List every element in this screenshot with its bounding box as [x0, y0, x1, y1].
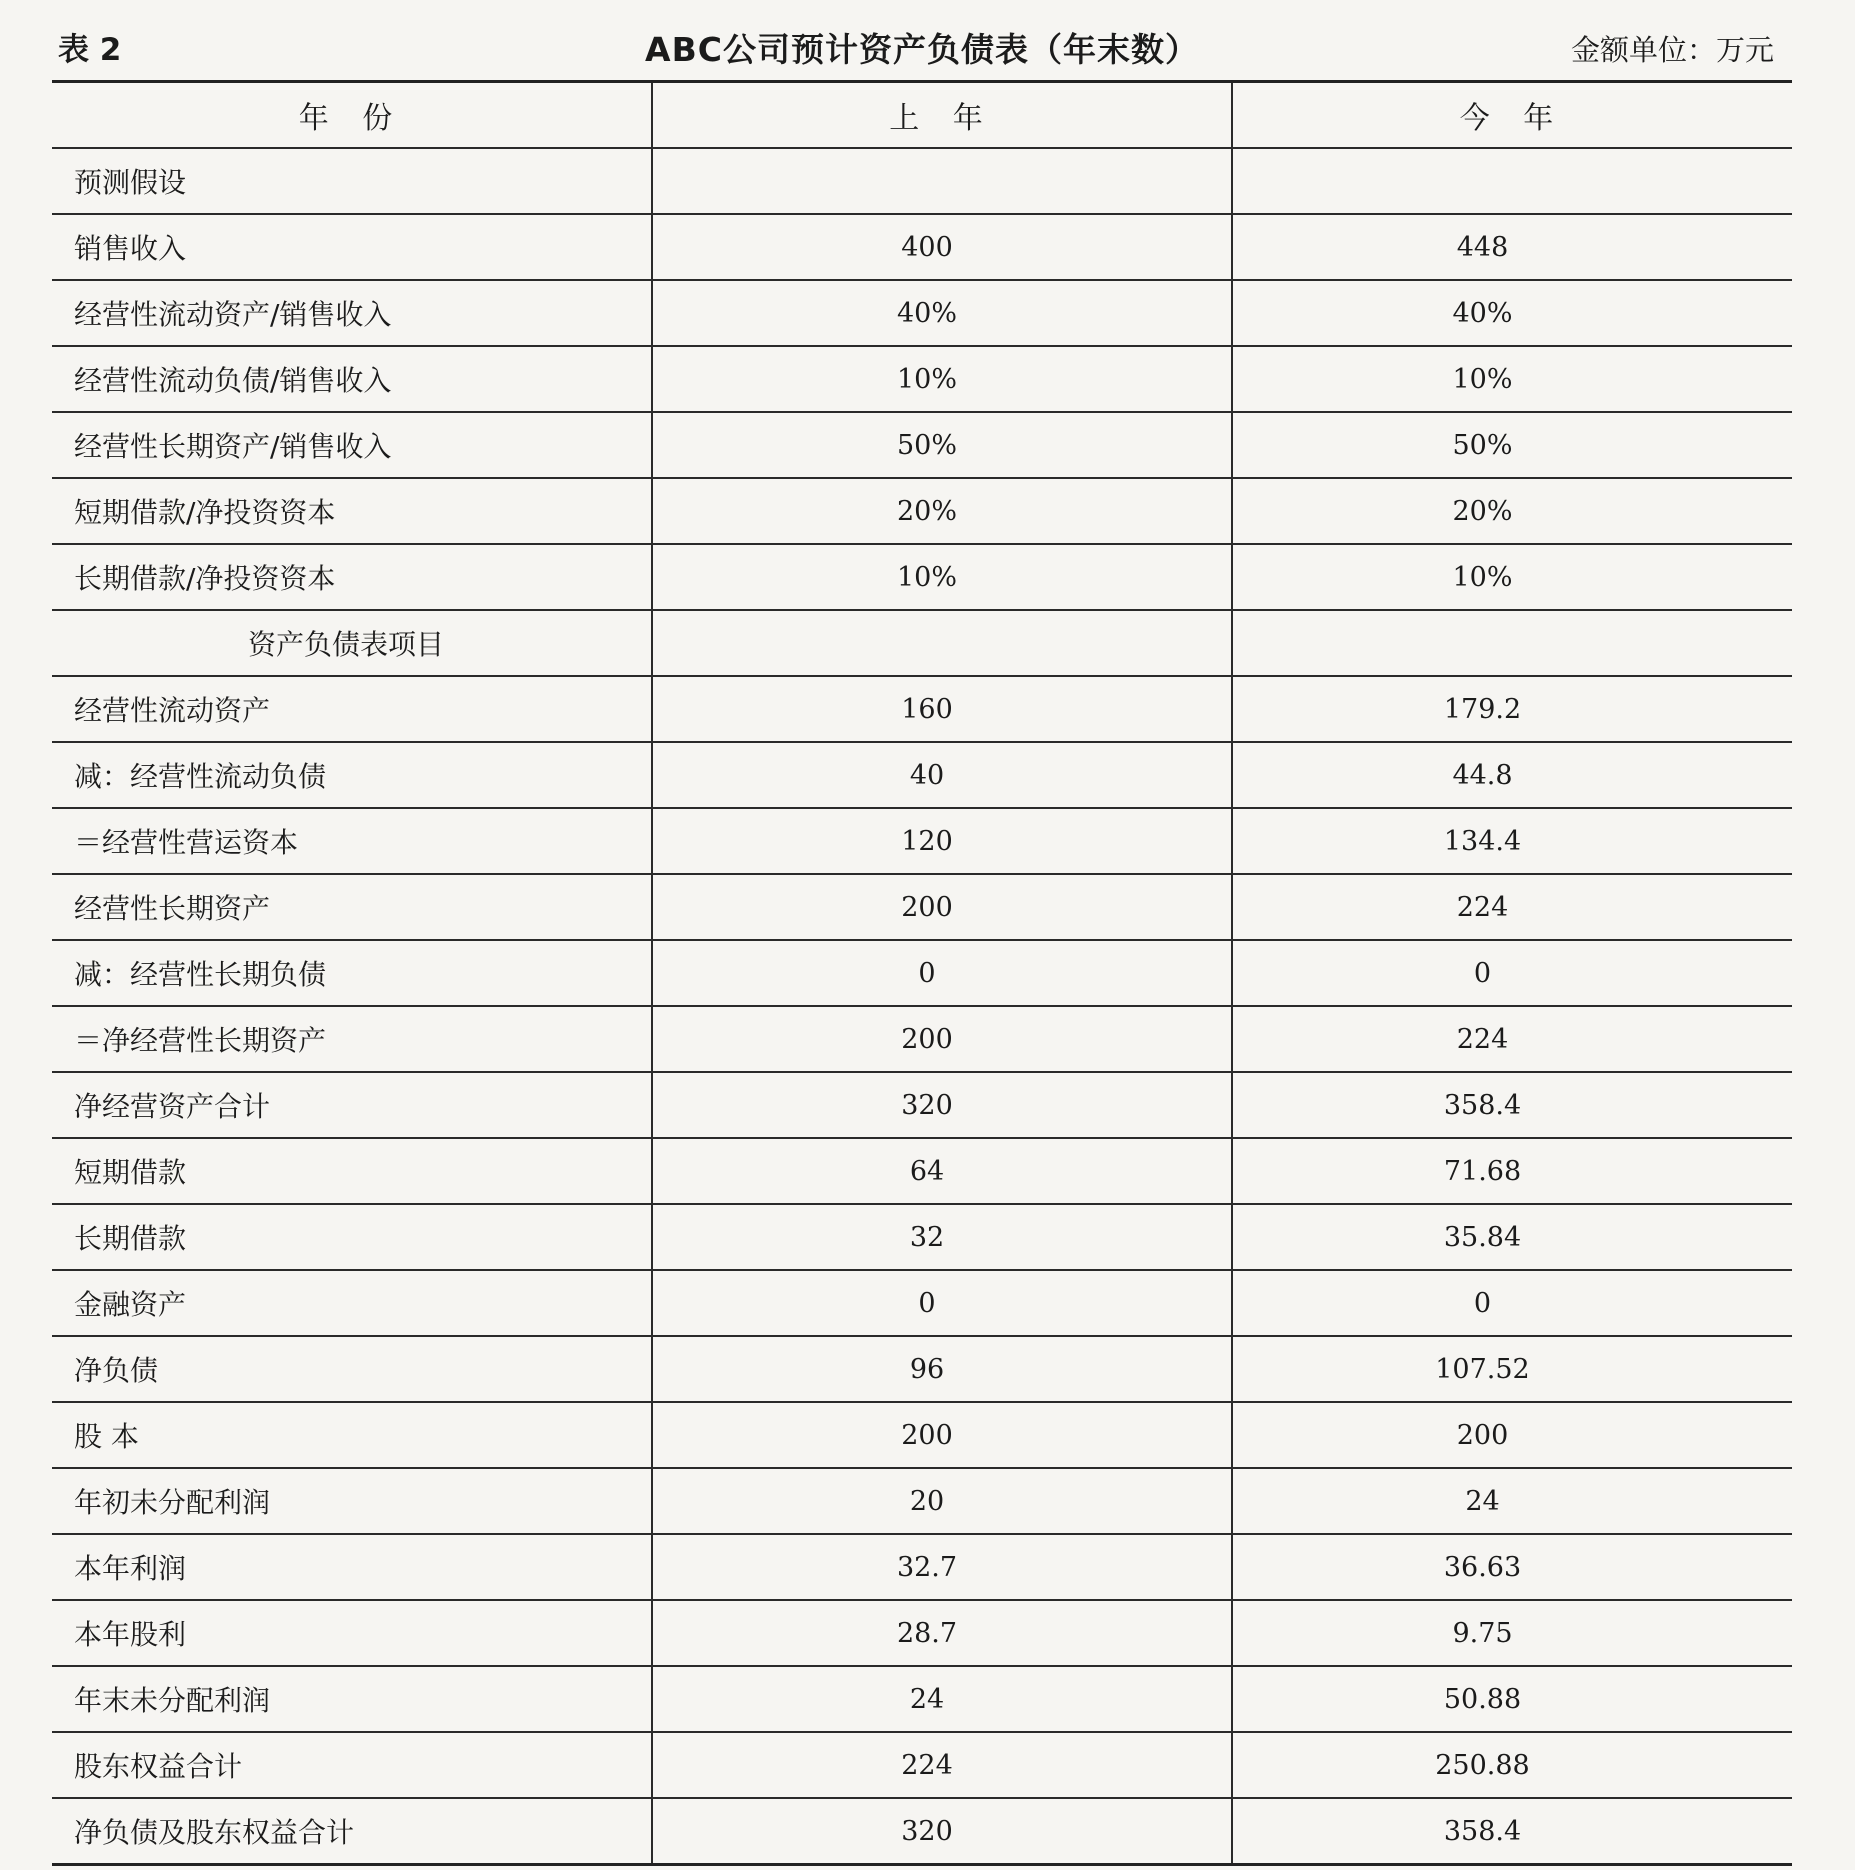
- section-label: 资产负债表项目: [52, 610, 652, 676]
- previous-year-value: 40%: [652, 280, 1232, 346]
- table-row: [52, 346, 1792, 412]
- current-year-value: 24: [1232, 1468, 1792, 1534]
- current-year-value: 358.4: [1232, 1072, 1792, 1138]
- row-label: 净经营资产合计: [52, 1072, 652, 1138]
- current-year-value: 50.88: [1232, 1666, 1792, 1732]
- previous-year-value: 0: [652, 1270, 1232, 1336]
- previous-year-value: 320: [652, 1798, 1232, 1865]
- table-row: [52, 214, 1792, 280]
- row-label: 经营性长期资产/销售收入: [52, 412, 652, 478]
- previous-year-value: 64: [652, 1138, 1232, 1204]
- current-year-value: 200: [1232, 1402, 1792, 1468]
- row-label: 净负债: [52, 1336, 652, 1402]
- table-row: [52, 412, 1792, 478]
- previous-year-value: 50%: [652, 412, 1232, 478]
- section-row: [52, 610, 1792, 676]
- current-year-value: 179.2: [1232, 676, 1792, 742]
- previous-year-value: 20: [652, 1468, 1232, 1534]
- previous-year-value: 10%: [652, 346, 1232, 412]
- row-label: 经营性流动资产: [52, 676, 652, 742]
- table-header: [52, 14, 1792, 74]
- table-title: ABC公司预计资产负债表（年末数）: [645, 30, 1199, 69]
- row-label: 股 本: [52, 1402, 652, 1468]
- row-label: 本年股利: [52, 1600, 652, 1666]
- table-body: [52, 148, 1792, 1865]
- row-label: 经营性流动负债/销售收入: [52, 346, 652, 412]
- previous-year-value: 200: [652, 1006, 1232, 1072]
- table-row: [52, 1138, 1792, 1204]
- amount-unit: 金额单位：万元: [1570, 33, 1774, 67]
- table-row: [52, 1402, 1792, 1468]
- table-row: [52, 1798, 1792, 1865]
- column-header-current-year: 今 年: [1232, 82, 1792, 149]
- previous-year-value: 20%: [652, 478, 1232, 544]
- current-year-value: 448: [1232, 214, 1792, 280]
- current-year-value: 224: [1232, 1006, 1792, 1072]
- row-label: 减：经营性长期负债: [52, 940, 652, 1006]
- table-row: [52, 676, 1792, 742]
- current-year-value: 10%: [1232, 346, 1792, 412]
- table-row: [52, 1468, 1792, 1534]
- row-label: 金融资产: [52, 1270, 652, 1336]
- previous-year-value: 200: [652, 874, 1232, 940]
- table-row: [52, 1732, 1792, 1798]
- column-header-previous-year: 上 年: [652, 82, 1232, 149]
- current-year-value: 0: [1232, 940, 1792, 1006]
- table-row: [52, 1204, 1792, 1270]
- current-year-value: 224: [1232, 874, 1792, 940]
- row-label: 长期借款: [52, 1204, 652, 1270]
- current-year-value: 9.75: [1232, 1600, 1792, 1666]
- current-year-value: 358.4: [1232, 1798, 1792, 1865]
- table-header-row: [52, 82, 1792, 149]
- balance-sheet-table: [52, 80, 1792, 1866]
- row-label: 销售收入: [52, 214, 652, 280]
- previous-year-value: 32: [652, 1204, 1232, 1270]
- row-label: 经营性流动资产/销售收入: [52, 280, 652, 346]
- previous-year-value: 160: [652, 676, 1232, 742]
- table-row: [52, 940, 1792, 1006]
- previous-year-value: 40: [652, 742, 1232, 808]
- table-row: [52, 544, 1792, 610]
- row-label: ＝净经营性长期资产: [52, 1006, 652, 1072]
- row-label: 短期借款: [52, 1138, 652, 1204]
- current-year-value: 134.4: [1232, 808, 1792, 874]
- row-label: 本年利润: [52, 1534, 652, 1600]
- previous-year-value: 400: [652, 214, 1232, 280]
- table-row: [52, 808, 1792, 874]
- row-label: ＝经营性营运资本: [52, 808, 652, 874]
- current-year-value: 10%: [1232, 544, 1792, 610]
- row-label: 长期借款/净投资资本: [52, 544, 652, 610]
- row-label: 经营性长期资产: [52, 874, 652, 940]
- row-label: 股东权益合计: [52, 1732, 652, 1798]
- current-year-value: 40%: [1232, 280, 1792, 346]
- previous-year-value: [652, 148, 1232, 214]
- table-row: [52, 1072, 1792, 1138]
- current-year-value: 250.88: [1232, 1732, 1792, 1798]
- row-label: 短期借款/净投资资本: [52, 478, 652, 544]
- row-label: 减：经营性流动负债: [52, 742, 652, 808]
- previous-year-value: [652, 610, 1232, 676]
- table-row: [52, 1534, 1792, 1600]
- table-row: [52, 1600, 1792, 1666]
- table-row: [52, 280, 1792, 346]
- previous-year-value: 120: [652, 808, 1232, 874]
- current-year-value: [1232, 610, 1792, 676]
- table-row: [52, 1666, 1792, 1732]
- table-row: [52, 874, 1792, 940]
- current-year-value: 35.84: [1232, 1204, 1792, 1270]
- row-label: 年初未分配利润: [52, 1468, 652, 1534]
- previous-year-value: 32.7: [652, 1534, 1232, 1600]
- previous-year-value: 96: [652, 1336, 1232, 1402]
- previous-year-value: 320: [652, 1072, 1232, 1138]
- section-label: 预测假设: [52, 148, 652, 214]
- table-number: 表 2: [58, 32, 122, 68]
- previous-year-value: 224: [652, 1732, 1232, 1798]
- previous-year-value: 10%: [652, 544, 1232, 610]
- table-row: [52, 1006, 1792, 1072]
- row-label: 年末未分配利润: [52, 1666, 652, 1732]
- current-year-value: 44.8: [1232, 742, 1792, 808]
- current-year-value: 71.68: [1232, 1138, 1792, 1204]
- current-year-value: [1232, 148, 1792, 214]
- current-year-value: 50%: [1232, 412, 1792, 478]
- table-row: [52, 742, 1792, 808]
- previous-year-value: 200: [652, 1402, 1232, 1468]
- column-header-item: 年 份: [52, 82, 652, 149]
- current-year-value: 20%: [1232, 478, 1792, 544]
- previous-year-value: 24: [652, 1666, 1232, 1732]
- table-row: [52, 1270, 1792, 1336]
- section-row: [52, 148, 1792, 214]
- current-year-value: 36.63: [1232, 1534, 1792, 1600]
- previous-year-value: 0: [652, 940, 1232, 1006]
- table-row: [52, 1336, 1792, 1402]
- previous-year-value: 28.7: [652, 1600, 1232, 1666]
- table-row: [52, 478, 1792, 544]
- current-year-value: 0: [1232, 1270, 1792, 1336]
- current-year-value: 107.52: [1232, 1336, 1792, 1402]
- row-label: 净负债及股东权益合计: [52, 1798, 652, 1865]
